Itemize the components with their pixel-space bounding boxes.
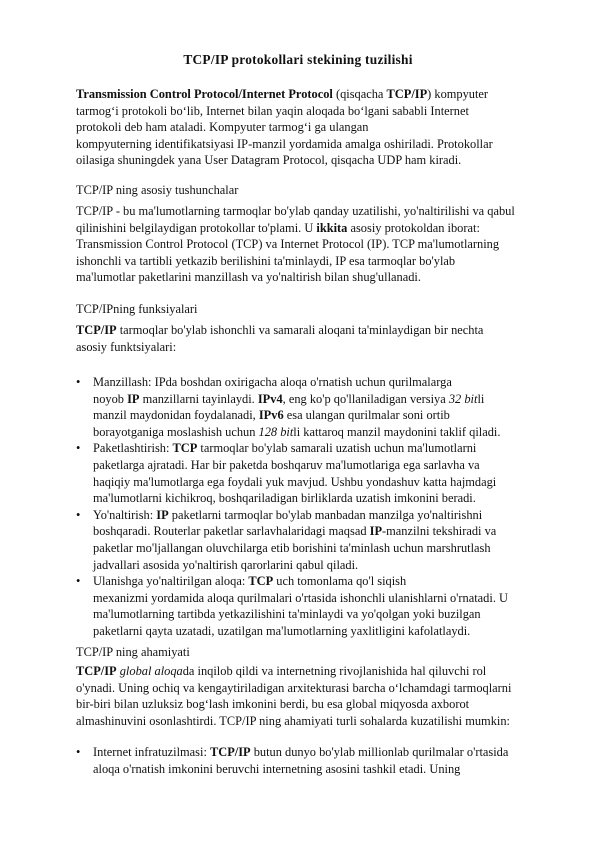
section-heading-concepts: TCP/IP ning asosiy tushunchalar: [76, 183, 239, 197]
text-line: [76, 322, 526, 339]
bold-text: TCP/IP: [76, 323, 117, 337]
text-line: [93, 623, 546, 640]
bold-text: TCP/IP: [209, 745, 251, 759]
text-run: ma'lumotlar paketlarini manzillash va yo'naltirish bilan shug'ullanadi.: [76, 270, 421, 285]
section-heading-functions: TCP/IPning funksiyalari: [76, 302, 198, 316]
italic-text: global aloqa: [119, 664, 183, 678]
text-line: [76, 152, 526, 169]
bold-text: IPv6: [258, 408, 284, 423]
text-run: ) kompyuter: [427, 87, 489, 101]
italic-text: 128 bit: [258, 424, 294, 439]
text-line: [76, 203, 526, 220]
text-line: [76, 253, 526, 270]
text-line: [93, 540, 546, 557]
bold-text: TCP/IP: [76, 664, 117, 678]
text-line: [93, 474, 546, 491]
italic-text: 32 bit: [448, 391, 478, 406]
bold-text: Transmission Control Protocol/Internet Protocol: [76, 87, 333, 101]
concepts-paragraph: [76, 203, 526, 286]
text-run: qilinishini belgilaydigan protokollar to'plami. U: [76, 220, 317, 235]
functions-paragraph: [76, 322, 526, 355]
text-run: haqiqiy ma'lumotlarga ega foydali yuk mavjud. Ushbu yondashuv katta hajmdagi: [93, 474, 497, 489]
text-line: [76, 269, 526, 286]
text-run: paketlarni qayta uzatadi, uzatilgan ma'lumotlarning yaxlitligini kafolatlaydi.: [93, 623, 471, 638]
text-run: oilasiga shuningdek yana User Datagram Protocol, qisqacha UDP ham kiradi.: [76, 153, 462, 168]
text-line: [76, 136, 526, 153]
text-line: [76, 680, 526, 697]
text-line: [76, 696, 526, 713]
bold-text: TCP: [248, 574, 274, 589]
text-run: Paketlashtirish:: [93, 441, 173, 456]
importance-paragraph: [76, 663, 526, 729]
text-run: asosiy funktsiyalari:: [76, 339, 177, 354]
text-line: [76, 103, 526, 120]
text-run: da inqilob qildi va internetning rivojlanishida hal qiluvchi rol: [182, 664, 487, 678]
text-run: boshqaradi. Routerlar paketlar sarlavhalaridagi maqsad: [93, 524, 370, 539]
list-item: [76, 744, 546, 777]
text-line: [76, 86, 526, 103]
text-line: [93, 573, 546, 590]
text-line: [93, 440, 546, 457]
text-run: asosiy protokoldan iborat:: [347, 220, 480, 235]
text-run: tarmoqlar bo'ylab samarali uzatish uchun ma'lumotlarni: [197, 441, 477, 456]
text-line: [76, 713, 526, 730]
text-line: [76, 220, 526, 237]
text-line: [93, 606, 546, 623]
text-run: tarmoqlar bo'ylab ishonchli va samarali aloqani ta'minlaydigan bir nechta: [116, 323, 484, 337]
text-line: [93, 507, 546, 524]
text-run: borayotganiga moslashish uchun: [93, 424, 259, 439]
bold-text: ikkita: [316, 220, 348, 235]
text-run: paketlarga ajratadi. Har bir paketda boshqaruv ma'lumotlariga ega sarlavha va: [93, 457, 480, 472]
importance-list: [76, 744, 546, 777]
text-run: manzil maydonidan foydalanadi,: [93, 408, 259, 423]
text-run: esa ulangan qurilmalar soni ortib: [283, 408, 450, 423]
text-run: protokoli deb ham ataladi. Kompyuter tarmog‘i ga ulangan: [76, 120, 369, 135]
intro-paragraph: [76, 86, 526, 169]
text-run: -manzilni tekshiradi va: [382, 524, 497, 539]
text-run: butun dunyo bo'ylab millionlab qurilmalar o'rtasida: [250, 745, 509, 759]
text-run: Internet infratuzilmasi:: [93, 745, 210, 759]
bold-text: IP: [369, 524, 383, 539]
text-run: uch tomonlama qo'l siqish: [273, 574, 407, 589]
text-run: noyob: [93, 391, 128, 406]
text-line: [93, 424, 546, 441]
text-line: [76, 119, 526, 136]
text-run: paketlarni tarmoqlar bo'ylab manbadan manzilga yo'naltirishni: [168, 507, 483, 522]
text-line: [93, 761, 546, 778]
text-run: ma'lumotlarni kichikroq, boshqariladigan birliklarda uzatish imkonini beradi.: [93, 491, 476, 506]
bold-text: TCP: [172, 441, 198, 456]
text-run: mexanizmi yordamida aloqa qurilmalari o'rtasida ishonchli ulanishlarni o'rnatadi. U: [93, 590, 508, 605]
text-line: [93, 490, 546, 507]
bold-text: IP: [127, 391, 140, 406]
bullet-icon: •: [76, 375, 81, 389]
bold-text: TCP/IP: [386, 87, 428, 101]
text-run: ma'lumotlarning tartibda yetkazilishini ta'minlaydi va yo'qolgan yoki buzilgan: [93, 607, 481, 622]
text-line: [93, 523, 546, 540]
text-line: [93, 590, 546, 607]
bullet-icon: •: [76, 745, 81, 759]
text-line: [76, 236, 526, 253]
bullet-icon: •: [76, 441, 81, 456]
bullet-icon: •: [76, 574, 81, 589]
text-run: tarmog‘i protokoli bo‘lib, Internet bilan yaqin aloqada bo‘lgani sababli Internet: [76, 103, 469, 118]
text-line: [93, 391, 546, 408]
list-item: [76, 440, 546, 506]
text-line: [76, 663, 526, 680]
text-line: [93, 557, 546, 574]
text-line: [93, 744, 546, 761]
text-line: [76, 339, 526, 356]
text-run: kompyuterning identifikatsiyasi IP-manzil yordamida amalga oshiriladi. Protokollar: [76, 136, 493, 151]
text-run: li: [477, 391, 485, 406]
text-line: [93, 407, 546, 424]
text-run: almashinuvini osonlashtirdi. TCP/IP ning ahamiyati turli sohalarda kuzatilishi mumkin:: [76, 713, 510, 728]
text-run: (qisqacha: [332, 87, 387, 101]
list-item: [76, 374, 546, 440]
text-line: [93, 457, 546, 474]
text-run: aloqa o'rnatish imkonini beruvchi internetning asosini tashkil etadi. Uning: [93, 761, 461, 776]
text-run: TCP/IP - bu ma'lumotlarning tarmoqlar bo'ylab qanday uzatilishi, yo'naltirilishi va qabul: [76, 204, 515, 218]
text-run: o'ynadi. Uning ochiq va kengaytiriladigan arxitekturasi barcha o‘lchamdagi tarmoqlarni: [76, 680, 512, 695]
section-heading-importance: TCP/IP ning ahamiyati: [76, 645, 190, 659]
text-run: Manzillash: IPda boshdan oxirigacha aloqa o'rnatish uchun qurilmalarga: [93, 375, 452, 389]
text-line: [93, 374, 546, 391]
bold-text: IPv4: [257, 391, 283, 406]
text-run: paketlar mo'ljallangan oluvchilarga etib borishini ta'minlash uchun marshrutlash: [93, 540, 491, 555]
text-run: bir-biri bilan uzluksiz bog‘lash imkonini berdi, bu esa global miqyosda axborot: [76, 697, 470, 712]
list-item: [76, 507, 546, 573]
text-run: manzillarni tayinlaydi.: [139, 391, 258, 406]
text-run: Ulanishga yo'naltirilgan aloqa:: [93, 574, 249, 589]
list-item: [76, 573, 546, 639]
bold-text: IP: [156, 507, 169, 522]
functions-list: [76, 374, 546, 640]
text-run: ishonchli va tartibli yetkazib berilishini ta'minlaydi, IP esa tarmoqlar bo'ylab: [76, 253, 456, 268]
document-title: TCP/IP protokollari stekining tuzilishi: [183, 52, 413, 67]
text-run: , eng ko'p qo'llaniladigan versiya: [282, 391, 449, 406]
text-run: Yo'naltirish:: [93, 507, 157, 522]
bullet-icon: •: [76, 507, 81, 522]
text-run: Transmission Control Protocol (TCP) va Internet Protocol (IP). TCP ma'lumotlarning: [76, 237, 500, 252]
text-run: li kattaroq manzil maydonini taklif qiladi.: [293, 424, 501, 439]
text-run: jadvallari asosida yo'naltirish qarorlarini qabul qiladi.: [93, 557, 359, 572]
